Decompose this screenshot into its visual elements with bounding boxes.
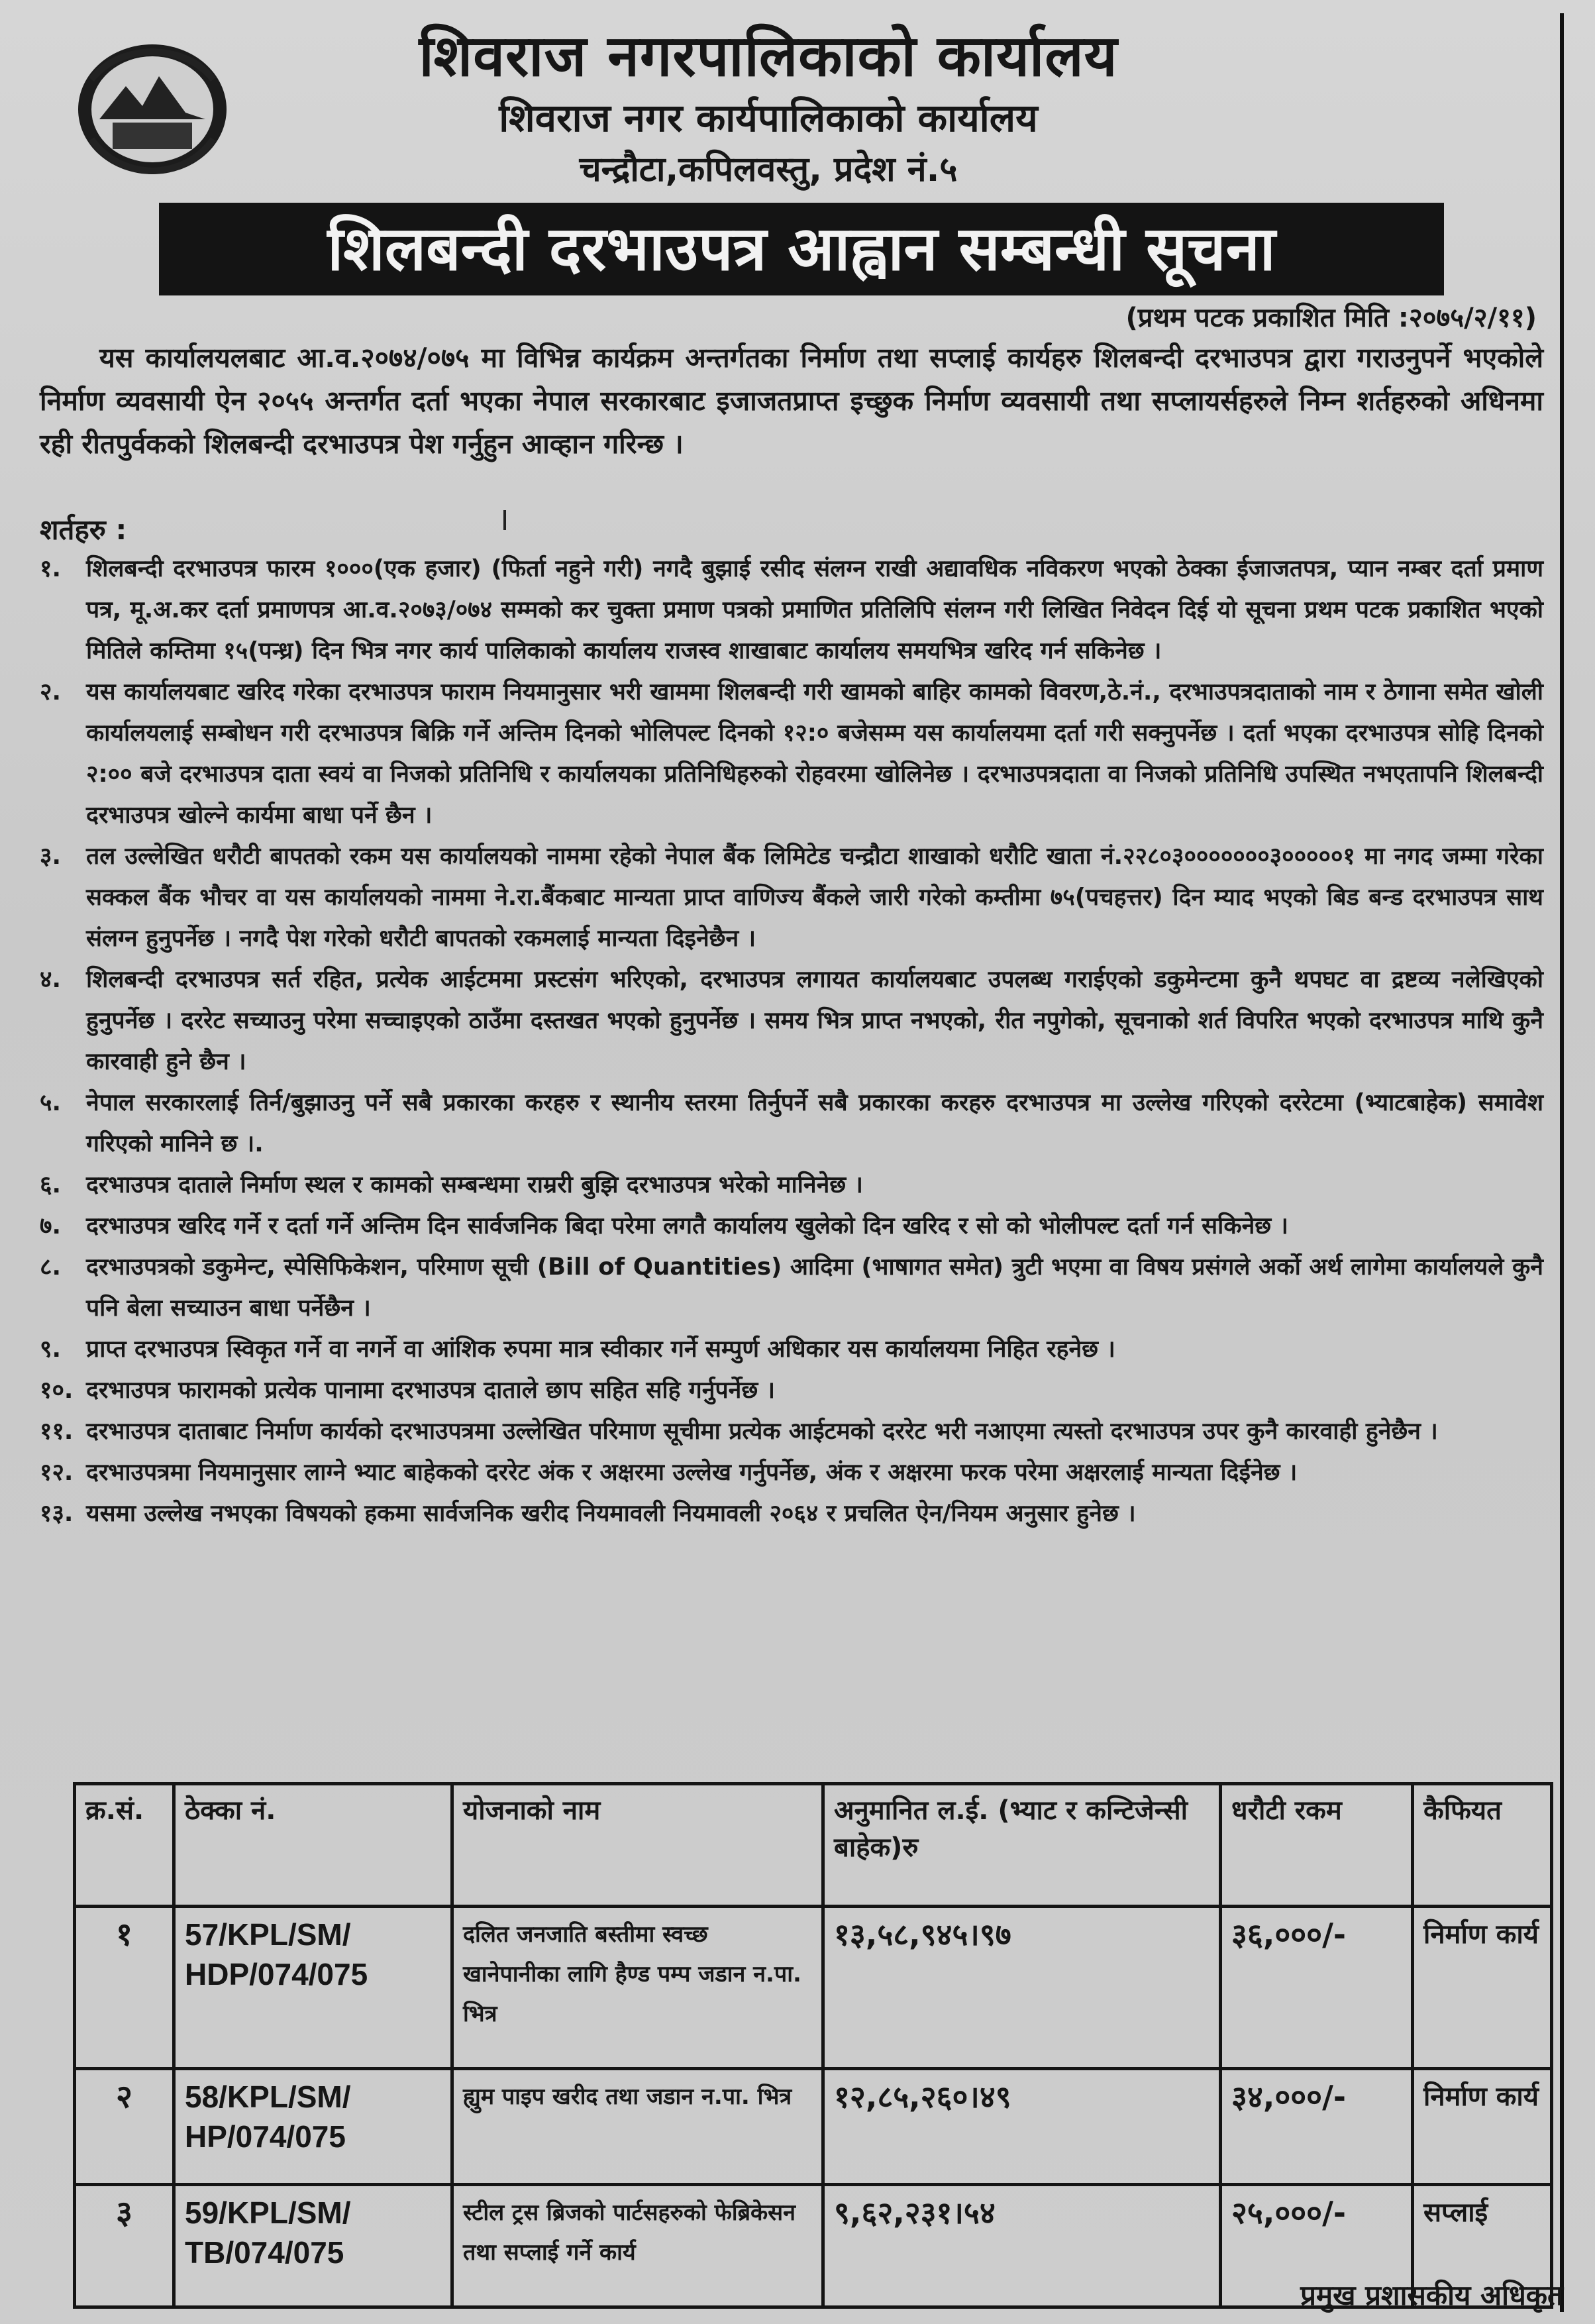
condition-item bbox=[40, 959, 1543, 1083]
header-project-name: योजनाको नाम bbox=[452, 1784, 823, 1907]
condition-text: नेपाल सरकारलाई तिर्न/बुझाउनु पर्ने सबै प्रकारका करहरु र स्थानीय स्तरमा तिर्नुपर्ने सबै प्रकारका करहरु दरभाउपत्र मा उल्लेख गरिएको दररेटमा (भ्याटबाहेक) समावेश गरिएको मानिने छ ।. bbox=[86, 1089, 1543, 1157]
table-header-row bbox=[75, 1784, 1552, 1907]
condition-number: ८. bbox=[40, 1253, 61, 1281]
condition-number: ४. bbox=[40, 966, 61, 993]
condition-number: ६. bbox=[40, 1171, 61, 1198]
condition-item bbox=[40, 1247, 1543, 1329]
municipality-emblem-icon bbox=[73, 40, 232, 179]
cell-sn: २ bbox=[75, 2069, 174, 2185]
condition-text: प्राप्त दरभाउपत्र स्विकृत गर्ने वा नगर्ने वा आंशिक रुपमा मात्र स्वीकार गर्ने सम्पुर्ण अधिकार यस कार्यालयमा निहित रहनेछ । bbox=[86, 1336, 1115, 1363]
signatory-title: प्रमुख प्रशासकीय अधिकृत bbox=[1300, 2279, 1563, 2311]
condition-text: यस कार्यालयबाट खरिद गरेका दरभाउपत्र फाराम नियमानुसार भरी खाममा शिलबन्दी गरी खामको बाहिर कामको विवरण,ठे.नं., दरभाउपत्रदाताको नाम र ठेगाना समेत खोली कार्यालयलाई सम्बोधन गरी दरभाउपत्र बिक्रि गर्ने अन्तिम दिनको भोलिपल्ट दिनको १२:० बजेसम्म यस कार्यालयमा दर्ता गरी सक्नुपर्नेछ । दर्ता भएका दरभाउपत्र सोहि दिनको २:०० बजे दरभाउपत्र दाता स्वयं वा निजको प्रतिनिधि र कार्यालयका प्रतिनिधिहरुको रोहवरमा खोलिनेछ । दरभाउपत्रदाता वा निजको प्रतिनिधि उपस्थित नभएतापनि शिलबन्दी दरभाउपत्र खोल्ने कार्यमा बाधा पर्ने छैन । bbox=[86, 678, 1543, 829]
notice-title-banner: शिलबन्दी दरभाउपत्र आह्वान सम्बन्धी सूचना bbox=[159, 203, 1444, 295]
conditions-heading: शर्तहरु : bbox=[40, 513, 127, 546]
conditions-list bbox=[40, 549, 1543, 1787]
condition-number: १०. bbox=[40, 1377, 74, 1404]
office-address: चन्द्रौटा,कपिलवस्तु, प्रदेश नं.५ bbox=[579, 150, 958, 189]
page-edge-rule bbox=[1560, 13, 1564, 2312]
contracts-table bbox=[73, 1782, 1553, 2309]
first-published-date: (प्रथम पटक प्रकाशित मिति :२०७५/२/११) bbox=[1125, 303, 1537, 333]
cell-deposit: २५,०००/- bbox=[1221, 2185, 1413, 2307]
cell-remarks: निर्माण कार्य bbox=[1413, 1907, 1552, 2069]
condition-item bbox=[40, 1370, 1543, 1411]
header-estimate: अनुमानित ल.ई. (भ्याट र कन्टिजेन्सी बाहेक)रु bbox=[823, 1784, 1221, 1907]
condition-number: ९. bbox=[40, 1336, 61, 1363]
cell-remarks: सप्लाई bbox=[1413, 2185, 1552, 2307]
condition-number: ११. bbox=[40, 1418, 74, 1445]
condition-text: शिलबन्दी दरभाउपत्र सर्त रहित, प्रत्येक आईटममा प्रस्टसंग भरिएको, दरभाउपत्र लगायत कार्यालयबाट उपलब्ध गराईएको डकुमेन्टमा कुनै थपघट वा द्रष्टव्य नलेखिएको हुनुपर्नेछ । दररेट सच्याउनु परेमा सच्चाइएको ठाउँमा दस्तखत भएको हुनुपर्नेछ । समय भित्र प्राप्त नभएको, रीत नपुगेको, सूचनाको शर्त विपरित भएको दरभाउपत्र माथि कुनै कारवाही हुने छैन । bbox=[86, 966, 1544, 1075]
office-name-heading: शिवराज नगरपालिकाको कार्यालय bbox=[419, 23, 1118, 89]
cell-sn: १ bbox=[75, 1907, 174, 2069]
cell-estimate: १२,८५,२६०।४९ bbox=[823, 2069, 1221, 2185]
condition-text: तल उल्लेखित धरौटी बापतको रकम यस कार्यालयको नाममा रहेको नेपाल बैंक लिमिटेड चन्द्रौटा शाखाको धरौटि खाता नं.२२८०३०००००००३०००००१ मा नगद जम्मा गरेका सक्कल बैंक भौचर वा यस कार्यालयको नाममा ने.रा.बैंकबाट मान्यता प्राप्त वाणिज्य बैंकले जारी गरेको कम्तीमा ७५(पचहत्तर) दिन म्याद भएको बिड बन्ड दरभाउपत्र साथ संलग्न हुनुपर्नेछ । नगदै पेश गरेको धरौटी बापतको रकमलाई मान्यता दिइनेछैन । bbox=[86, 843, 1543, 952]
condition-item bbox=[40, 1165, 1543, 1206]
condition-item bbox=[40, 672, 1543, 836]
cell-estimate: १३,५८,९४५।९७ bbox=[823, 1907, 1221, 2069]
condition-item bbox=[40, 1452, 1543, 1493]
condition-item bbox=[40, 836, 1543, 959]
cell-deposit: ३६,०००/- bbox=[1221, 1907, 1413, 2069]
cell-contract-no: 58/KPL/SM/ HP/074/075 bbox=[174, 2069, 452, 2185]
cell-deposit: ३४,०००/- bbox=[1221, 2069, 1413, 2185]
executive-office-heading: शिवराज नगर कार्यपालिकाको कार्यालय bbox=[499, 95, 1038, 140]
condition-number: १२. bbox=[40, 1459, 74, 1486]
condition-number: २. bbox=[40, 678, 61, 706]
cell-sn: ३ bbox=[75, 2185, 174, 2307]
intro-paragraph: यस कार्यालयलबाट आ.व.२०७४/०७५ मा विभिन्न कार्यक्रम अन्तर्गतका निर्माण तथा सप्लाई कार्यहरु शिलबन्दी दरभाउपत्र द्वारा गराउनुपर्ने भएकोले निर्माण व्यवसायी ऐन २०५५ अन्तर्गत दर्ता भएका नेपाल सरकारबाट इजाजतप्राप्त इच्छुक निर्माण व्यवसायी तथा सप्लायर्सहरुले निम्न शर्तहरुको अधिनमा रही रीतपुर्वकको शिलबन्दी दरभाउपत्र पेश गर्नुहुन आव्हान गरिन्छ । bbox=[40, 342, 1543, 460]
header-sn: क्र.सं. bbox=[75, 1784, 174, 1907]
table-row bbox=[75, 1907, 1552, 2069]
cell-project-name: दलित जनजाति बस्तीमा स्वच्छ खानेपानीका लागि हैण्ड पम्प जडान न.पा. भित्र bbox=[452, 1907, 823, 2069]
condition-item bbox=[40, 1083, 1543, 1165]
condition-text: दरभाउपत्र खरिद गर्ने र दर्ता गर्ने अन्तिम दिन सार्वजनिक बिदा परेमा लगतै कार्यालय खुलेको दिन खरिद र सो को भोलीपल्ट दर्ता गर्न सकिनेछ । bbox=[86, 1212, 1288, 1240]
print-mark bbox=[503, 510, 506, 530]
header-contract-no: ठेक्का नं. bbox=[174, 1784, 452, 1907]
table-row bbox=[75, 2069, 1552, 2185]
condition-text: दरभाउपत्र फारामको प्रत्येक पानामा दरभाउपत्र दाताले छाप सहित सहि गर्नुपर्नेछ । bbox=[86, 1377, 776, 1404]
condition-number: १. bbox=[40, 555, 61, 582]
cell-estimate: ९,६२,२३१।५४ bbox=[823, 2185, 1221, 2307]
cell-project-name: ह्युम पाइप खरीद तथा जडान न.पा. भित्र bbox=[452, 2069, 823, 2185]
header-deposit: धरौटी रकम bbox=[1221, 1784, 1413, 1907]
condition-number: ३. bbox=[40, 843, 61, 870]
condition-item bbox=[40, 1411, 1543, 1452]
cell-contract-no: 59/KPL/SM/ TB/074/075 bbox=[174, 2185, 452, 2307]
condition-item bbox=[40, 549, 1543, 672]
condition-text: दरभाउपत्रमा नियमानुसार लाग्ने भ्याट बाहेकको दररेट अंक र अक्षरमा उल्लेख गर्नुपर्नेछ, अंक र अक्षरमा फरक परेमा अक्षरलाई मान्यता दिईनेछ । bbox=[86, 1459, 1298, 1486]
cell-remarks: निर्माण कार्य bbox=[1413, 2069, 1552, 2185]
condition-item bbox=[40, 1329, 1543, 1370]
cell-project-name: स्टील ट्रस ब्रिजको पार्टसहरुको फेब्रिकेसन तथा सप्लाई गर्ने कार्य bbox=[452, 2185, 823, 2307]
condition-item bbox=[40, 1206, 1543, 1247]
condition-text: शिलबन्दी दरभाउपत्र फारम १०००(एक हजार) (फिर्ता नहुने गरी) नगदै बुझाई रसीद संलग्न राखी अद्यावधिक नविकरण भएको ठेक्का ईजाजतपत्र, प्यान नम्बर दर्ता प्रमाण पत्र, मू.अ.कर दर्ता प्रमाणपत्र आ.व.२०७३/०७४ सम्मको कर चुक्ता प्रमाण पत्रको प्रमाणित प्रतिलिपि संलग्न गरी लिखित निवेदन दिई यो सूचना प्रथम पटक प्रकाशित भएको मितिले कम्तिमा १५(पन्ध्र) दिन भित्र नगर कार्य पालिकाको कार्यालय राजस्व शाखाबाट कार्यालय समयभित्र खरिद गर्न सकिनेछ । bbox=[86, 555, 1543, 664]
cell-contract-no: 57/KPL/SM/ HDP/074/075 bbox=[174, 1907, 452, 2069]
condition-text: दरभाउपत्र दाताले निर्माण स्थल र कामको सम्बन्धमा राम्ररी बुझि दरभाउपत्र भरेको मानिनेछ । bbox=[86, 1171, 863, 1198]
header-remarks: कैफियत bbox=[1413, 1784, 1552, 1907]
condition-text: यसमा उल्लेख नभएका विषयको हकमा सार्वजनिक खरीद नियमावली नियमावली २०६४ र प्रचलित ऐन/नियम अनुसार हुनेछ । bbox=[86, 1500, 1136, 1527]
condition-number: ५. bbox=[40, 1089, 61, 1116]
condition-number: १३. bbox=[40, 1500, 74, 1527]
condition-number: ७. bbox=[40, 1212, 61, 1240]
condition-item bbox=[40, 1493, 1543, 1534]
condition-text: दरभाउपत्र दाताबाट निर्माण कार्यको दरभाउपत्रमा उल्लेखित परिमाण सूचीमा प्रत्येक आईटमको दररेट भरी नआएमा त्यस्तो दरभाउपत्र उपर कुनै कारवाही हुनेछैन । bbox=[86, 1418, 1438, 1445]
condition-text: दरभाउपत्रको डकुमेन्ट, स्पेसिफिकेशन, परिमाण सूची (Bill of Quantities) आदिमा (भाषागत समेत) त्रुटी भएमा वा विषय प्रसंगले अर्को अर्थ लागेमा कार्यालयले कुनै पनि बेला सच्याउन बाधा पर्नेछैन । bbox=[86, 1253, 1543, 1322]
